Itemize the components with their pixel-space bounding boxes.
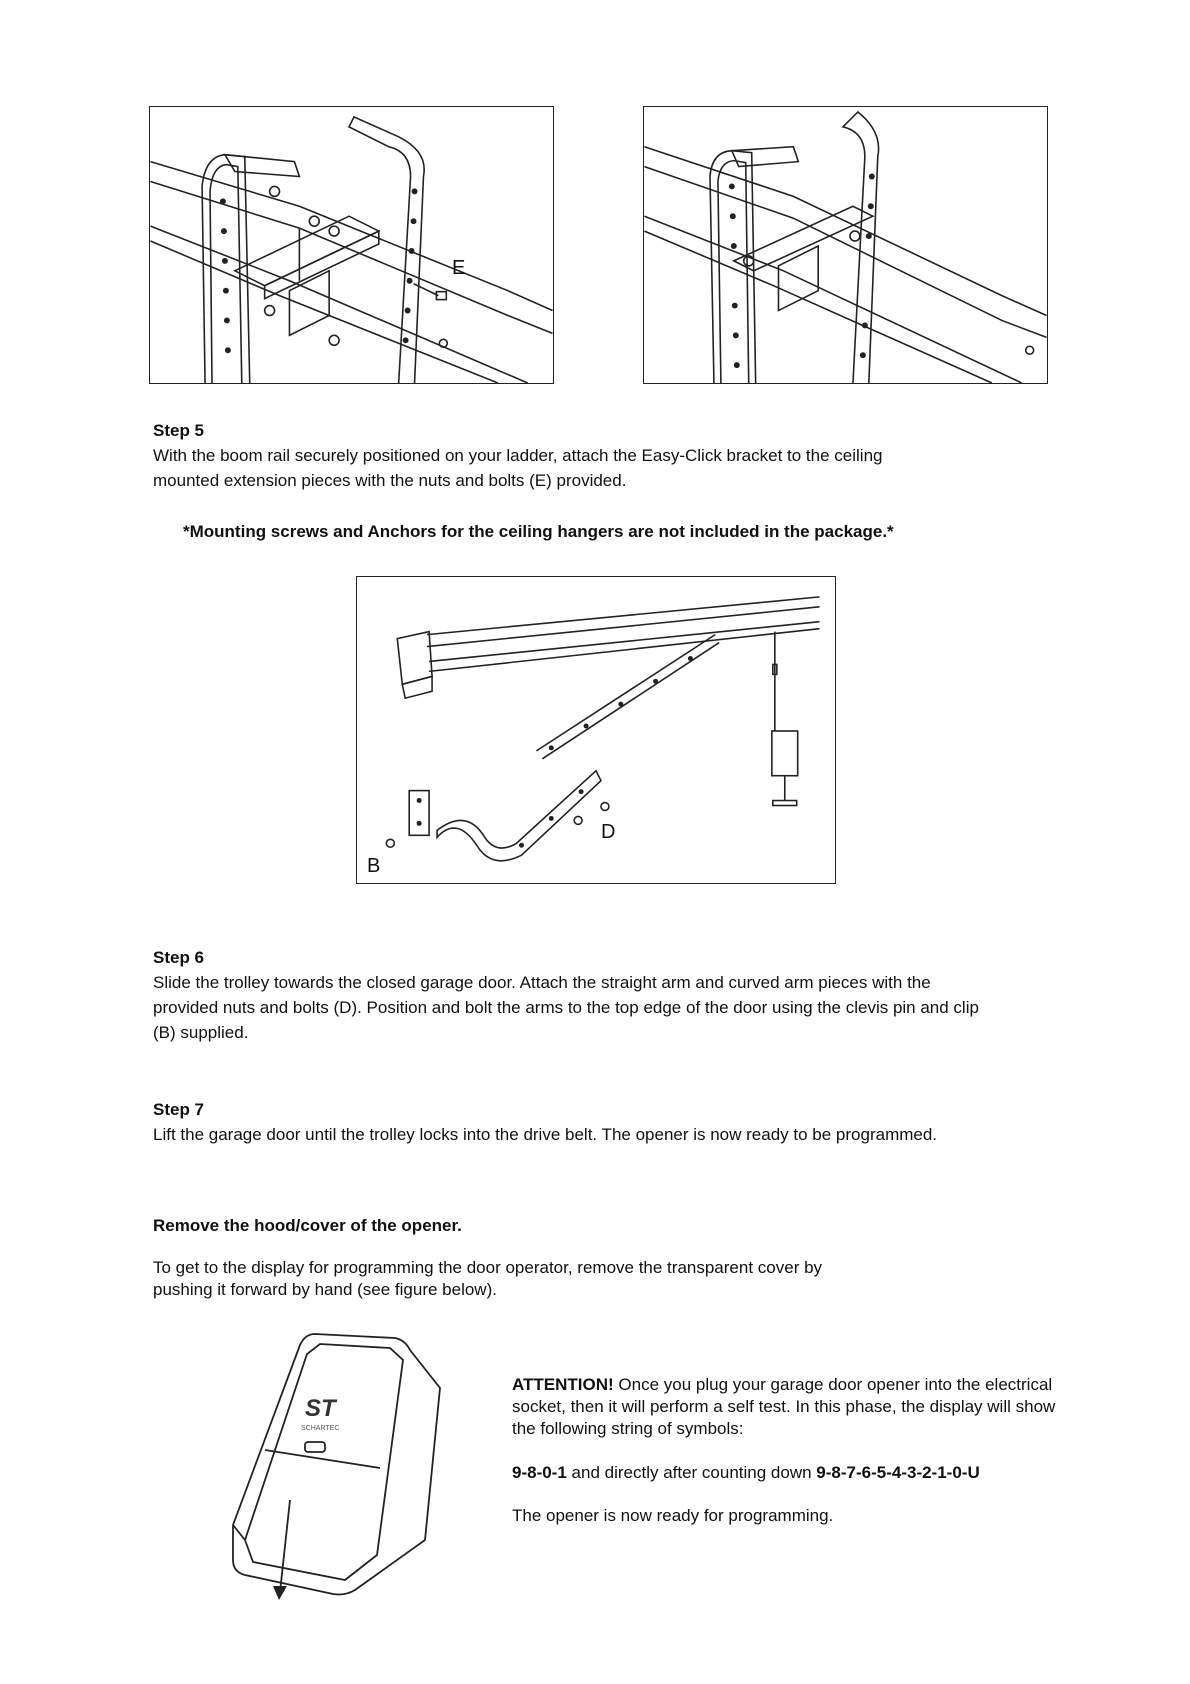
remove-cover-line2: pushing it forward by hand (see figure below). [153,1280,497,1299]
step6-line2: provided nuts and bolts (D). Position and bolt the arms to the top edge of the door using the clevis pin and clip [153,998,979,1017]
sequence-2: 9-8-7-6-5-4-3-2-1-0-U [816,1463,980,1482]
attention-label: ATTENTION! [512,1375,614,1394]
attention-line3: the following string of symbols: [512,1419,744,1438]
step5-note: *Mounting screws and Anchors for the ceiling hangers are not included in the package.* [183,522,894,541]
figure-door-arms [356,576,836,884]
attention-line2: socket, then it will perform a self test. In this phase, the display will show [512,1397,1056,1416]
attention-line1-rest: Once you plug your garage door opener into the electrical [613,1375,1053,1394]
ready-text: The opener is now ready for programming. [512,1506,834,1525]
step5-line1: With the boom rail securely positioned on your ladder, attach the Easy-Click bracket to the ceiling [153,446,883,465]
device-logo: ST [305,1395,336,1422]
opener-device-drawing [225,1330,445,1600]
figure-bracket-exploded [149,106,554,384]
label-d: D [601,821,616,843]
step5-line2: mounted extension pieces with the nuts and bolts (E) provided. [153,471,627,490]
figure-bracket-assembled [643,106,1048,384]
sequence-1: 9-8-0-1 [512,1463,567,1482]
step6-line1: Slide the trolley towards the closed garage door. Attach the straight arm and curved arm pieces with the [153,973,931,992]
label-e: E [452,257,466,279]
step7-line1: Lift the garage door until the trolley locks into the drive belt. The opener is now ready to be programmed. [153,1125,938,1144]
push-arrow-icon [273,1586,287,1600]
bracket-assembled-drawing [644,107,1047,383]
step6-title: Step 6 [153,948,205,967]
device-brand: SCHARTEC [301,1425,340,1432]
sequence-mid: and directly after counting down [566,1463,817,1482]
door-arms-drawing [357,577,835,883]
remove-cover-title: Remove the hood/cover of the opener. [153,1216,462,1235]
bracket-exploded-drawing [150,107,553,383]
step7-title: Step 7 [153,1100,205,1119]
label-b: B [367,855,381,877]
step5-title: Step 5 [153,421,205,440]
step6-line3: (B) supplied. [153,1023,249,1042]
self-test-sequence [512,1460,980,1485]
figure-opener-device [225,1330,445,1600]
remove-cover-line1: To get to the display for programming the door operator, remove the transparent cover by [153,1258,823,1277]
